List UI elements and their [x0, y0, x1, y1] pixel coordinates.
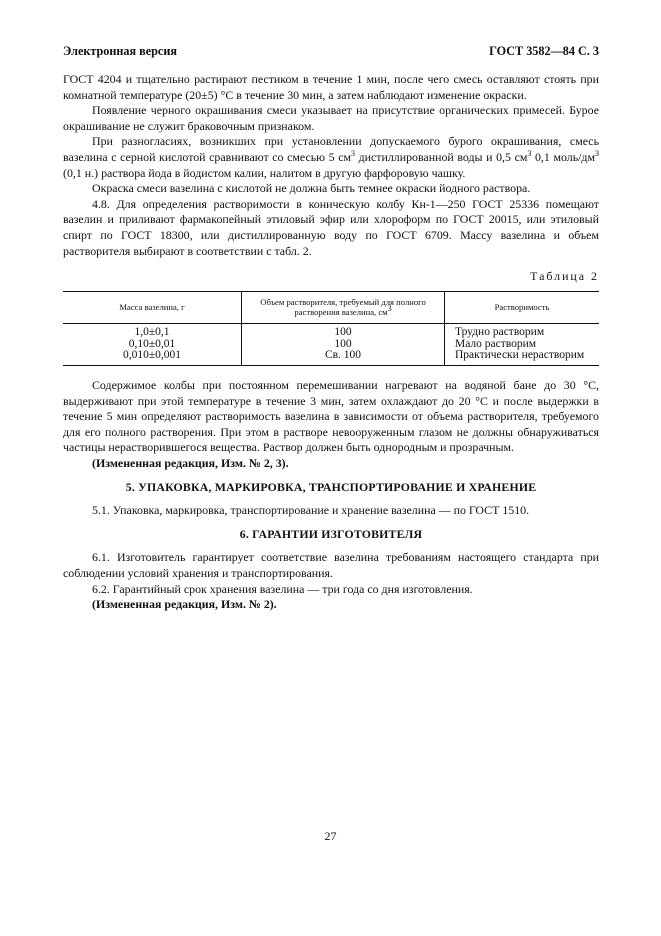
- amendment-note: (Измененная редакция, Изм. № 2, 3).: [92, 456, 289, 471]
- table-cell: 1,0±0,1 0,10±0,01 0,010±0,001: [63, 323, 242, 365]
- paragraph: При разногласиях, возникших при установлении допускаемого бурого окрашивания, смесь вазелина с серной кислотой сравнивают со смесью 5 $см^3$ дистиллированной воды и 0,5 $см^3$ 0,1 моль/$дм^3$ (0,1 н.) раствора йода в йодистом калии, налитом в другую фарфоровую чашку.: [63, 134, 599, 180]
- paragraph: Содержимое колбы при постоянном перемешивании нагревают на водяной бане до 30 °С, выдерживают при этой температуре в течение 3 мин, затем охлаждают до 20 °С и после выдержки в течение 5 мин определяют растворимость вазелина в зависимости от объема растворителя, требуемого для его полного растворения. При этом в растворе невооруженным глазом не должны обнаруживаться частицы нерастворившегося вещества. Раствор должен быть однородным и прозрачным.: [63, 378, 599, 455]
- table-header: Растворимость: [445, 291, 600, 323]
- paragraph: 6.1. Изготовитель гарантирует соответствие вазелина требованиям настоящего стандарта при соблюдении условий хранения и транспортирования.: [63, 550, 599, 581]
- amendment-note: (Измененная редакция, Изм. № 2).: [92, 597, 277, 612]
- section-heading: 6. ГАРАНТИИ ИЗГОТОВИТЕЛЯ: [239, 526, 423, 541]
- table-caption: Таблица 2: [530, 269, 599, 284]
- paragraph: 4.8. Для определения растворимости в коническую колбу Кн-1—250 ГОСТ 25336 помещают вазелин и приливают фармакопейный этиловый эфир или хлороформ по ГОСТ 20015, или этиловый спирт по ГОСТ 18300, или дистиллированную воду по ГОСТ 6709. Массу вазелина и объем растворителя выбирают в соответствии с табл. 2.: [63, 196, 599, 258]
- table-row: [63, 323, 599, 365]
- table-header: Объем растворителя, требуемый для полного растворения вазелина, $см^3$: [242, 291, 445, 323]
- page-number: 27: [324, 829, 337, 843]
- header-right: ГОСТ 3582—84 С. 3: [489, 44, 599, 58]
- section-heading: 5. УПАКОВКА, МАРКИРОВКА, ТРАНСПОРТИРОВАНИЕ И ХРАНЕНИЕ: [125, 479, 537, 494]
- table-cell: Трудно растворим Мало растворим Практически нерастворим: [445, 323, 600, 365]
- paragraph: ГОСТ 4204 и тщательно растирают пестиком в течение 1 мин, после чего смесь оставляют стоять при комнатной температуре (20±5) °С в течение 30 мин, а затем наблюдают изменение окраски.: [63, 72, 599, 102]
- paragraph: Окраска смеси вазелина с кислотой не должна быть темнее окраски йодного раствора.: [92, 181, 531, 196]
- header-left: Электронная версия: [63, 44, 177, 58]
- solubility-table: [63, 291, 599, 366]
- paragraph: 5.1. Упаковка, маркировка, транспортирование и хранение вазелина — по ГОСТ 1510.: [92, 503, 530, 518]
- paragraph: 6.2. Гарантийный срок хранения вазелина — три года со дня изготовления.: [92, 581, 473, 596]
- table-header: Масса вазелина, г: [63, 291, 242, 323]
- paragraph: Появление черного окрашивания смеси указывает на присутствие органических примесей. Бурое окрашивание не служит браковочным признаком.: [63, 103, 599, 133]
- table-cell: 100 100 Св. 100: [242, 323, 445, 365]
- document-body: [63, 72, 599, 613]
